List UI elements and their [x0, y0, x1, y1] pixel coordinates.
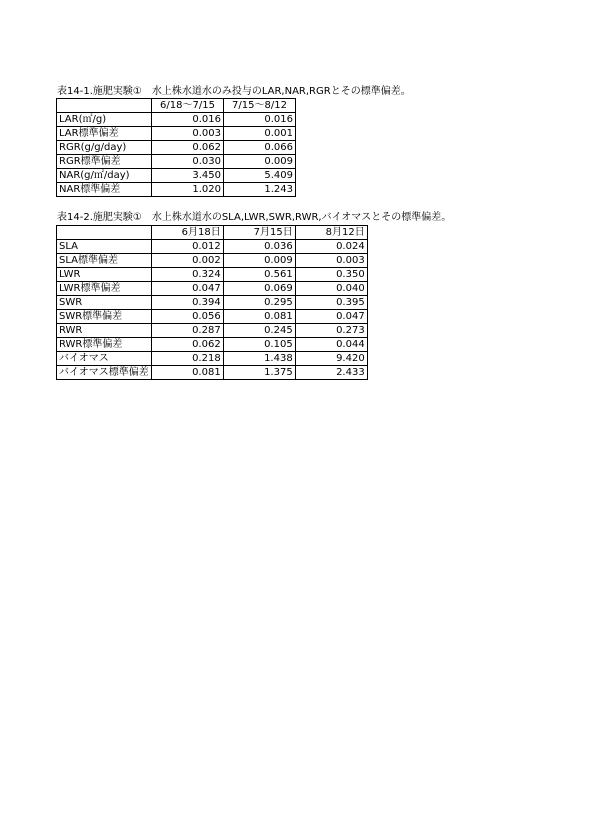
row-label: RWR [57, 324, 152, 338]
header-cell-date-1: 6月18日 [151, 226, 223, 240]
value-cell: 0.003 [295, 254, 367, 268]
value-cell: 0.561 [223, 268, 295, 282]
header-cell-period-2: 7/15～8/12 [224, 99, 296, 113]
table-row [57, 282, 368, 296]
value-cell: 0.040 [295, 282, 367, 296]
table1-caption: 表14-1.施肥実験① 水上株水道水のみ投与のLAR,NAR,RGRとその標準偏差。 [57, 86, 411, 97]
table-row [57, 183, 296, 197]
row-label: NAR標準偏差 [57, 183, 152, 197]
value-cell: 2.433 [295, 366, 367, 380]
value-cell: 0.081 [223, 310, 295, 324]
value-cell: 0.218 [151, 352, 223, 366]
row-label: バイオマス [57, 352, 152, 366]
value-cell: 0.036 [223, 240, 295, 254]
value-cell: 1.375 [223, 366, 295, 380]
value-cell: 0.394 [151, 296, 223, 310]
row-label: SLA [57, 240, 152, 254]
row-label: LAR(㎡/g) [57, 113, 152, 127]
value-cell: 0.009 [223, 254, 295, 268]
table-header-row [57, 99, 296, 113]
row-label: LWR標準偏差 [57, 282, 152, 296]
table-row [57, 310, 368, 324]
table-row [57, 296, 368, 310]
row-label: LWR [57, 268, 152, 282]
value-cell: 0.081 [151, 366, 223, 380]
growth-rate-table [56, 98, 296, 197]
value-cell: 0.024 [295, 240, 367, 254]
value-cell: 0.069 [223, 282, 295, 296]
value-cell: 0.030 [152, 155, 224, 169]
header-cell-date-2: 7月15日 [223, 226, 295, 240]
value-cell: 0.287 [151, 324, 223, 338]
row-label: SLA標準偏差 [57, 254, 152, 268]
value-cell: 0.047 [151, 282, 223, 296]
row-label: RGR(g/g/day) [57, 141, 152, 155]
table-row [57, 268, 368, 282]
value-cell: 0.245 [223, 324, 295, 338]
value-cell: 0.012 [151, 240, 223, 254]
value-cell: 0.016 [152, 113, 224, 127]
value-cell: 0.003 [152, 127, 224, 141]
value-cell: 3.450 [152, 169, 224, 183]
header-cell-empty [57, 99, 152, 113]
table-row [57, 169, 296, 183]
table2-caption: 表14-2.施肥実験① 水上株水道水のSLA,LWR,SWR,RWR,バイオマスとその標準偏差。 [57, 212, 452, 223]
value-cell: 5.409 [224, 169, 296, 183]
table-row [57, 113, 296, 127]
value-cell: 0.047 [295, 310, 367, 324]
table-row [57, 155, 296, 169]
table-row [57, 324, 368, 338]
value-cell: 0.062 [152, 141, 224, 155]
value-cell: 0.350 [295, 268, 367, 282]
row-label: バイオマス標準偏差 [57, 366, 152, 380]
value-cell: 0.062 [151, 338, 223, 352]
table-row [57, 254, 368, 268]
value-cell: 0.002 [151, 254, 223, 268]
table-row [57, 352, 368, 366]
row-label: SWR標準偏差 [57, 310, 152, 324]
header-cell-date-3: 8月12日 [295, 226, 367, 240]
header-cell-period-1: 6/18～7/15 [152, 99, 224, 113]
value-cell: 1.438 [223, 352, 295, 366]
table-row [57, 240, 368, 254]
value-cell: 0.395 [295, 296, 367, 310]
row-label: RWR標準偏差 [57, 338, 152, 352]
value-cell: 0.001 [224, 127, 296, 141]
value-cell: 0.295 [223, 296, 295, 310]
value-cell: 9.420 [295, 352, 367, 366]
table-header-row [57, 226, 368, 240]
value-cell: 1.020 [152, 183, 224, 197]
table-row [57, 366, 368, 380]
value-cell: 0.056 [151, 310, 223, 324]
value-cell: 0.105 [223, 338, 295, 352]
value-cell: 1.243 [224, 183, 296, 197]
row-label: SWR [57, 296, 152, 310]
value-cell: 0.324 [151, 268, 223, 282]
table-row [57, 338, 368, 352]
header-cell-empty [57, 226, 152, 240]
value-cell: 0.009 [224, 155, 296, 169]
row-label: RGR標準偏差 [57, 155, 152, 169]
table-row [57, 127, 296, 141]
value-cell: 0.016 [224, 113, 296, 127]
table-row [57, 141, 296, 155]
row-label: LAR標準偏差 [57, 127, 152, 141]
value-cell: 0.066 [224, 141, 296, 155]
value-cell: 0.273 [295, 324, 367, 338]
value-cell: 0.044 [295, 338, 367, 352]
biomass-ratio-table [56, 225, 368, 380]
row-label: NAR(g/㎡/day) [57, 169, 152, 183]
